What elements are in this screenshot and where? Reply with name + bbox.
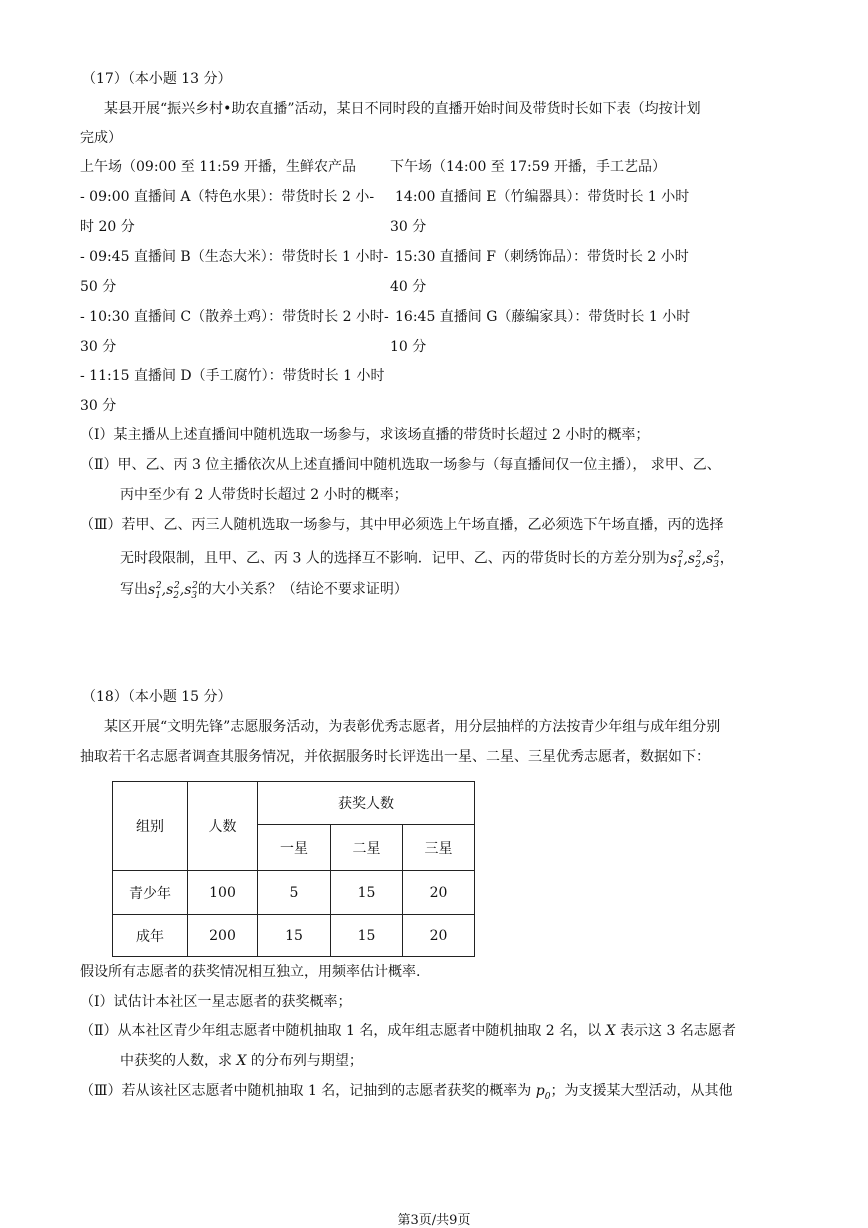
q17-row-g-cont: 10 分 bbox=[390, 339, 427, 355]
cell-one: 5 bbox=[258, 871, 331, 915]
q17-row-b-cont: 50 分 bbox=[80, 279, 117, 295]
cell-one: 15 bbox=[258, 915, 331, 957]
cell-count: 200 bbox=[188, 915, 258, 957]
q17-part3-line3 bbox=[120, 577, 408, 604]
q17-row-f-right: 15:30 直播间 F（刺绣饰品）：带货时长 2 小时 bbox=[395, 249, 689, 265]
q17-row-d-cont: 30 分 bbox=[80, 398, 117, 414]
q17-row-g-right: 16:45 直播间 G（藤编家具）：带货时长 1 小时 bbox=[395, 309, 691, 325]
q18-part2-line1-pre: （Ⅱ）从本社区青少年组志愿者中随机抽取 1 名，成年组志愿者中随机抽取 2 名，以 bbox=[80, 1023, 602, 1039]
q18-assumption: 假设所有志愿者的获奖情况相互独立，用频率估计概率. bbox=[80, 964, 421, 980]
cell-two: 15 bbox=[331, 915, 403, 957]
q18-intro-line1: 某区开展“文明先锋”志愿服务活动，为表彰优秀志愿者，用分层抽样的方法按青少年组与成年组分别 bbox=[104, 719, 721, 735]
sub-col-three-star: 三星 bbox=[403, 825, 475, 871]
sub-col-two-star: 二星 bbox=[331, 825, 403, 871]
q18-part3-post: ；为支援某大型活动，从其他 bbox=[550, 1083, 733, 1099]
q18-part2-line2-post: 的分布列与期望； bbox=[250, 1053, 363, 1069]
q17-row-b-left: - 09:45 直播间 B（生态大米）：带货时长 1 小时- bbox=[80, 249, 389, 265]
q17-row-c-cont: 30 分 bbox=[80, 339, 117, 355]
table-row bbox=[113, 871, 475, 915]
cell-count: 100 bbox=[188, 871, 258, 915]
q17-header: （17）（本小题 13 分） bbox=[82, 71, 232, 87]
award-table bbox=[112, 781, 475, 957]
q17-part3-line3-pre: 写出 bbox=[120, 581, 148, 598]
q17-row-e-cont: 30 分 bbox=[390, 219, 427, 235]
q18-part3-line1 bbox=[80, 1082, 732, 1106]
q17-part3-line1: （Ⅲ）若甲、乙、丙三人随机选取一场参与，其中甲必须选上午场直播，乙必须选下午场直播，丙的选择 bbox=[80, 517, 724, 533]
q17-part3-line2: 无时段限制，且甲、乙、丙 3 人的选择互不影响．记甲、乙、丙的带货时长的方差分别为$s_1^2,s_2^2,s_3^2$， bbox=[120, 550, 734, 570]
q17-row-c-left: - 10:30 直播间 C（散养土鸡）：带货时长 2 小时- bbox=[80, 309, 389, 325]
q17-part2-line1: （Ⅱ）甲、乙、丙 3 位主播依次从上述直播间中随机选取一场参与（每直播间仅一位主播）， 求甲、乙、 bbox=[80, 457, 721, 473]
q17-part2-line2: 丙中至少有 2 人带货时长超过 2 小时的概率； bbox=[120, 487, 408, 503]
table-row bbox=[113, 915, 475, 957]
cell-two: 15 bbox=[331, 871, 403, 915]
q17-part3-line2-text: 无时段限制，且甲、乙、丙 3 人的选择互不影响．记甲、乙、丙的带货时长的方差分别为 bbox=[120, 550, 670, 567]
q17-intro-line2: 完成） bbox=[80, 130, 122, 146]
q18-part2-line1 bbox=[80, 1022, 736, 1040]
q17-afternoon-title: 下午场（14:00 至 17:59 开播，手工艺品） bbox=[390, 159, 667, 175]
sub-col-one-star: 一星 bbox=[258, 825, 331, 871]
q17-part1: （Ⅰ）某主播从上述直播间中随机选取一场参与，求该场直播的带货时长超过 2 小时的概率； bbox=[80, 427, 650, 443]
col-count-header: 人数 bbox=[188, 782, 258, 871]
cell-group: 青少年 bbox=[113, 871, 188, 915]
q17-row-d-left: - 11:15 直播间 D（手工腐竹）：带货时长 1 小时 bbox=[80, 368, 385, 384]
page-footer: 第3页/共9页 bbox=[397, 1213, 471, 1228]
cell-three: 20 bbox=[403, 871, 475, 915]
q17-row-f-cont: 40 分 bbox=[390, 279, 427, 295]
var-p0: $p_0$ bbox=[531, 1083, 551, 1102]
variance-symbols: $s_1^2,s_2^2,s_3^2$ bbox=[669, 550, 720, 570]
q18-part3-pre: （Ⅲ）若从该社区志愿者中随机抽取 1 名，记抽到的志愿者获奖的概率为 bbox=[80, 1083, 532, 1099]
variance-symbols-2: $s_1^2,s_2^2,s_3^2$ bbox=[148, 581, 198, 601]
q17-row-a-left: - 09:00 直播间 A（特色水果）：带货时长 2 小- bbox=[80, 189, 375, 205]
q17-morning-title: 上午场（09:00 至 11:59 开播，生鲜农产品 bbox=[80, 159, 357, 175]
var-x-2: X bbox=[232, 1053, 251, 1069]
q17-row-a-cont: 时 20 分 bbox=[80, 219, 135, 235]
q18-intro-line2: 抽取若干名志愿者调查其服务情况，并依据服务时长评选出一星、二星、三星优秀志愿者，数据如下： bbox=[80, 749, 710, 765]
q17-row-e-right: 14:00 直播间 E（竹编器具）：带货时长 1 小时 bbox=[395, 189, 690, 205]
q18-part2-line1-post: 表示这 3 名志愿者 bbox=[620, 1023, 736, 1039]
cell-three: 20 bbox=[403, 915, 475, 957]
q18-part1: （Ⅰ）试估计本社区一星志愿者的获奖概率； bbox=[80, 994, 352, 1010]
var-x: X bbox=[601, 1023, 621, 1039]
q18-part2-line2-pre: 中获奖的人数，求 bbox=[120, 1053, 232, 1069]
q17-intro-line1: 某县开展“振兴乡村•助农直播”活动，某日不同时段的直播开始时间及带货时长如下表（均按计划 bbox=[104, 101, 701, 117]
cell-group: 成年 bbox=[113, 915, 188, 957]
col-award-header: 获奖人数 bbox=[258, 782, 475, 825]
q18-part2-line2 bbox=[120, 1052, 363, 1070]
col-group-header: 组别 bbox=[113, 782, 188, 871]
q17-part3-line3-post: 的大小关系？（结论不要求证明） bbox=[197, 581, 408, 598]
q18-header: （18）（本小题 15 分） bbox=[82, 689, 232, 705]
